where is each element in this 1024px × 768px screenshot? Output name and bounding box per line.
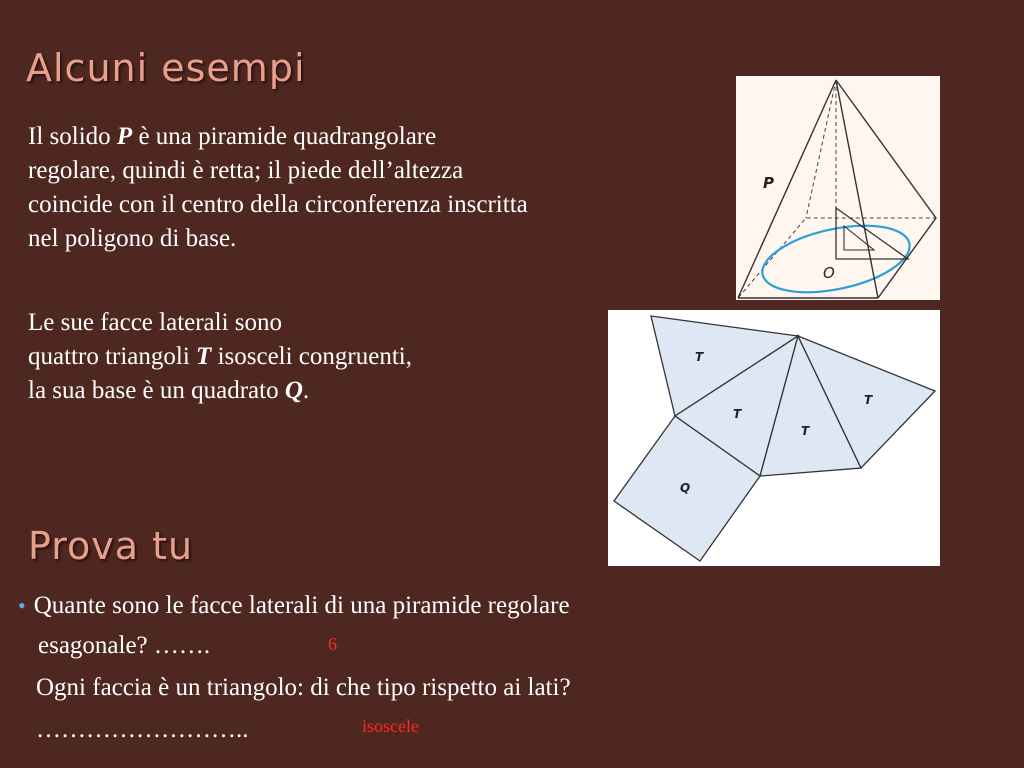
pyramid-net-drawing	[608, 310, 940, 566]
question-2-line-2: ……………………..	[36, 716, 249, 743]
pyramid-figure	[736, 76, 940, 300]
lateral-edge-front	[836, 80, 878, 298]
faces-line-1: Le sue facce laterali sono	[28, 309, 283, 336]
answer-1: 6	[328, 634, 337, 654]
answer-2: isoscele	[362, 716, 419, 736]
right-triangle	[836, 208, 908, 259]
triangle-t-label: T	[196, 343, 212, 370]
question-1-line-1: Quante sono le facce laterali di una piramide regolare	[33, 592, 570, 619]
description-line-1: Il solido P è una piramide quadrangolare	[28, 123, 437, 150]
pyramid-drawing	[736, 76, 940, 300]
description-line-4: nel poligono di base.	[28, 225, 237, 252]
net-label-t-4: T	[864, 393, 873, 407]
question-1	[18, 586, 570, 626]
lateral-edge-left	[738, 80, 836, 298]
pyramid-description-paragraph	[28, 120, 718, 256]
description-line-2: regolare, quindi è retta; il piede dell’altezza	[28, 157, 464, 184]
net-label-t-2: T	[733, 407, 742, 421]
square-q-label: Q	[284, 377, 303, 404]
question-1-line-2: esagonale? …….	[38, 632, 211, 659]
net-label-t-1: T	[695, 350, 704, 364]
faces-line-2: quattro triangoli T isosceli congruenti,	[28, 343, 412, 370]
description-line-3: coincide con il centro della circonferenza inscritta	[28, 191, 528, 218]
right-angle-marker	[844, 226, 874, 250]
question-2-line-1: Ogni faccia è un triangolo: di che tipo rispetto ai lati?	[36, 674, 571, 701]
lateral-edge-hidden	[806, 80, 836, 218]
faces-line-3: la sua base è un quadrato Q.	[28, 377, 310, 404]
section-title-examples: Alcuni esempi	[26, 46, 306, 90]
section-title-try-it: Prova tu	[28, 524, 194, 568]
solid-p-label: P	[116, 123, 133, 150]
lateral-edge-right	[836, 80, 936, 218]
pyramid-net-figure	[608, 310, 940, 566]
net-label-q: Q	[680, 481, 691, 495]
pyramid-label-p: P	[763, 174, 774, 192]
faces-description-paragraph	[28, 306, 588, 408]
net-label-t-3: T	[801, 424, 810, 438]
bullet-icon: •	[18, 593, 26, 618]
center-label-o: O	[823, 264, 835, 282]
